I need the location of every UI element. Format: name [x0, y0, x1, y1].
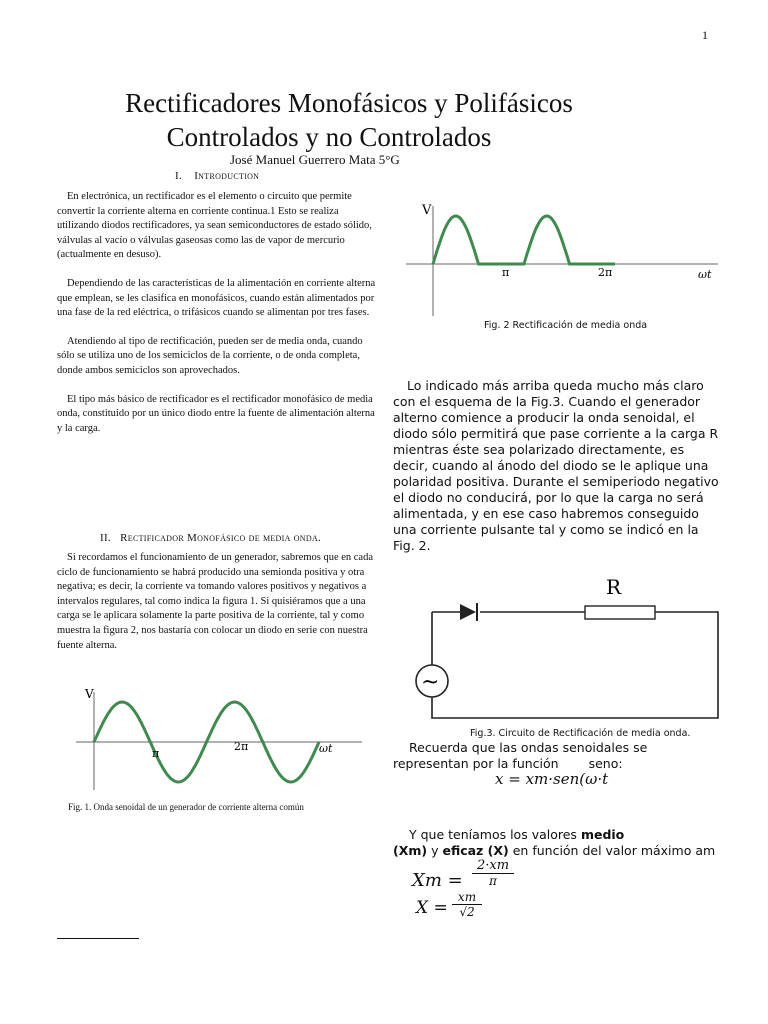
sine-text-line-2a: representan por la función	[393, 756, 559, 771]
page-number: 1	[702, 28, 708, 42]
figure-1-caption: Fig. 1. Onda senoidal de un generador de corriente alterna común	[68, 802, 304, 812]
figure-2-caption: Fig. 2 Rectificación de media onda	[484, 320, 648, 331]
values-text	[393, 827, 733, 859]
values-text-line-1	[393, 827, 733, 843]
values-text-eficaz: eficaz (X)	[442, 843, 509, 858]
values-text-1a: Y que teníamos los valores	[409, 827, 577, 842]
section-2-numeral: II.	[100, 532, 111, 544]
title-line-2: Controlados y no Controlados	[166, 122, 492, 152]
paragraph: Atendiendo al tipo de rectificación, pueden ser de media onda, cuando sólo se utiliza uno de los semiciclos de la corriente, o de onda completa, donde ambos semiciclos son aprovechados.	[57, 335, 363, 376]
circuit-wires	[432, 612, 718, 718]
fig2-wave-path	[433, 216, 615, 264]
left-column-intro	[57, 190, 377, 436]
fig1-y-label: V	[85, 687, 94, 701]
values-text-xm: (Xm)	[393, 843, 428, 858]
formula-x-denominator: √2	[459, 905, 475, 919]
fig2-tick-pi: π	[502, 266, 510, 279]
sine-text-line-2b: seno:	[588, 756, 623, 771]
footnote-rule	[57, 938, 139, 939]
ac-source-symbol: ~	[421, 670, 440, 695]
section-1-numeral: I.	[175, 170, 183, 182]
section-1-heading	[175, 170, 259, 182]
formula-xm-numerator: 2·xm	[472, 858, 514, 874]
fig1-tick-pi: π	[152, 747, 160, 760]
paragraph: El tipo más básico de rectificador es el rectificador monofásico de media onda, constituido por un único diodo entre la fuente de alimentación alterna y la carga.	[57, 393, 375, 434]
formula-x-lhs: X =	[416, 898, 448, 918]
section-2-title: Rectificador Monofásico de media onda.	[120, 532, 322, 544]
section-1-title: Introduction	[194, 170, 260, 182]
resistor-label: R	[606, 575, 622, 599]
values-text-medio: medio	[580, 827, 625, 842]
values-text-2d: en función del valor máximo am	[512, 843, 716, 858]
paragraph: Si recordamos el funcionamiento de un generador, sabremos que en cada ciclo de funcionamiento se habrá producido una semionda positiva y otra negativa; es decir, la corriente va tomando valores positivos y negativos a intervalos regulares, tal como indica la figura 1. Si quisiéramos que a una carga se le aplicara solamente la parte positiva de la corriente, tal y como muestra la figura 2, nos bastaría con colocar un diodo en serie con nuestra fuente alterna.	[57, 552, 374, 651]
values-text-line-2	[393, 843, 733, 859]
sine-formula: x = xm·sen(ω·t	[495, 770, 609, 788]
resistor-icon	[585, 606, 655, 619]
diode-icon	[460, 604, 476, 620]
sine-text	[393, 740, 723, 772]
left-column-section-2	[57, 551, 377, 653]
values-text-y: y	[431, 843, 439, 858]
paragraph: En electrónica, un rectificador es el elemento o circuito que permite convertir la corriente alterna en corriente continua.1 Esto se realiza utilizando diodos rectificadores, ya sean semiconductores de estado sólido, válvulas al vacío o válvulas gaseosas como las de vapor de mercurio (actualmente en desuso).	[57, 191, 372, 261]
author: José Manuel Guerrero Mata 5°G	[230, 152, 400, 167]
figure-3-circuit	[410, 568, 730, 723]
fig1-x-label: ωt	[319, 742, 333, 755]
formula-xm-lhs: Xm =	[412, 870, 463, 891]
right-column-paragraph: Lo indicado más arriba queda mucho más claro con el esquema de la Fig.3. Cuando el generador alterno comience a producir la onda senoidal, el diodo sólo permitirá que pase corriente a la carga R mientras éste sea polarizado directamente, es decir, cuando al ánodo del diodo se le aplique una polaridad positiva. Durante el semiperiodo negativo el diodo no conducirá, por lo que la carga no será alimentada, y en ese caso habremos conseguido una corriente pulsante tal y como se indicó en la Fig. 2.	[393, 378, 719, 553]
figure-3-caption: Fig.3. Circuito de Rectificación de media onda.	[470, 728, 691, 739]
title-line-1: Rectificadores Monofásicos y Polifásicos	[125, 88, 573, 118]
figure-2-half-wave	[398, 198, 728, 318]
fig2-y-label: V	[422, 203, 432, 218]
figure-1-sine-wave	[72, 680, 372, 795]
formula-x-numerator: xm	[452, 890, 482, 905]
sine-text-line-1: Recuerda que las ondas senoidales se	[409, 740, 648, 755]
fig1-tick-2pi: 2π	[234, 740, 249, 753]
formula-xm-denominator: π	[489, 874, 497, 888]
section-2-heading	[100, 532, 321, 544]
formula-x	[416, 890, 536, 930]
paper-title	[0, 86, 768, 154]
fig2-x-label: ωt	[698, 268, 712, 281]
paragraph: Dependiendo de las características de la alimentación en corriente alterna que emplean, se les clasifica en monofásicos, cuando están alimentados por una fase de la red eléctrica, o trifásicos cuando se alimentan por tres fases.	[57, 277, 376, 319]
fig2-tick-2pi: 2π	[598, 266, 613, 279]
